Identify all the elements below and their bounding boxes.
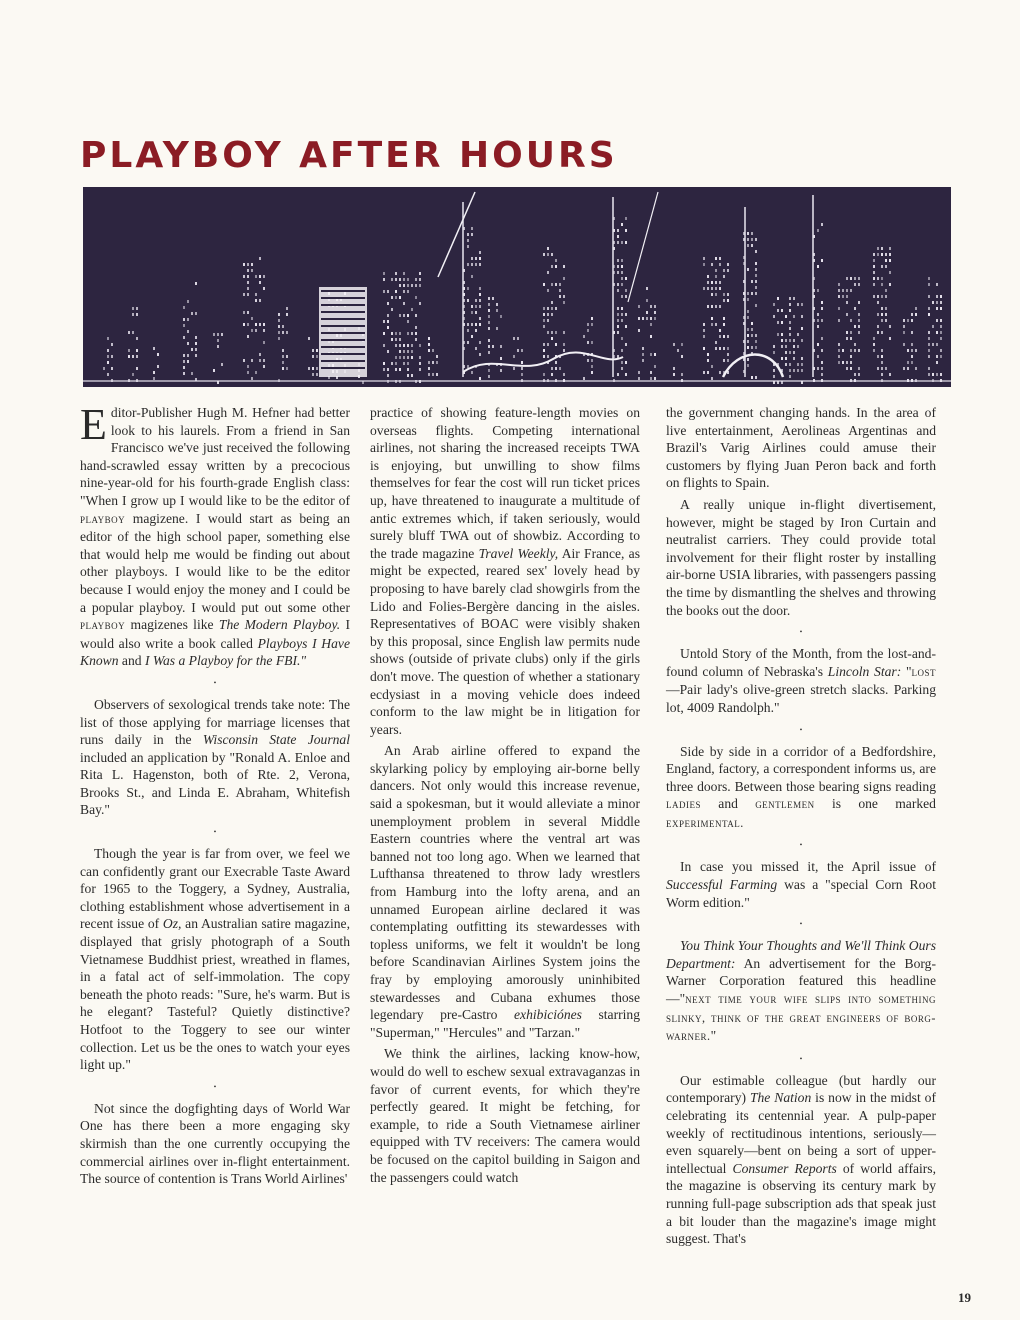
drop-cap: E	[80, 400, 107, 449]
paragraph-execrable-taste: Though the year is far from over, we feel we can confidently grant our Execrable Taste Award for 1965 to the Toggery, a Sydney, Australia, clothing establishment whose advertisement in a recent issue of Oz, an Australian satire magazine, displayed that grisly photograph of a South Vietnamese Buddhist priest, wreathed in flames, in a fatal act of self-immolation. The copy beneath the photo reads: "Sure, he's warm. But is he elegant? Tasteful? Quietly distinctive? Hotfoot to the Toggery to see our winter collection. Let us be the ones to watch your eyes light up."	[80, 846, 350, 1073]
separator-bullet: •	[213, 828, 217, 837]
paragraph-government-changing: the government changing hands. In the area of live entertainment, Aerolineas Argentinas and Brazil's Varig Airlines could amuse their customers by flying Juan Peron back and forth on flights to Spain.	[666, 405, 936, 491]
article-column-1	[80, 400, 350, 1188]
separator-bullet: •	[799, 628, 803, 637]
page-title: PLAYBOY AFTER HOURS	[80, 135, 618, 176]
paragraph-three-doors: Side by side in a corridor of a Bedfordshire, England, factory, a correspondent informs us, are three doors. Between those bearing signs reading ladies and gentlemen is one marked experimental.	[666, 743, 936, 830]
paragraph-sky-skirmish: Not since the dogfighting days of World War One has there been a more engaging sky skirmish than the one currently occupying the commercial airlines over in-flight entertainment. The source of contention is Trans World Airlines'	[80, 1100, 350, 1187]
paragraph-untold-story: Untold Story of the Month, from the lost-and-found column of Nebraska's Lincoln Star: "lost—Pair lady's olive-green stretch slacks. Parking lot, 4009 Randolph."	[666, 646, 937, 715]
page-number: 19	[958, 1290, 971, 1305]
paragraph-marriage-licenses: Observers of sexological trends take note: The list of those applying for marriage licenses that runs daily in the Wisconsin State Journal included an application by "Ronald A. Enloe and Rita L. Hagenston, both of Rte. 2, Verona, Brooks St., and Linda E. Abraham, Whitefish Bay."	[80, 696, 350, 818]
separator-bullet: •	[213, 678, 217, 687]
paragraph-corn-root-worm: In case you missed it, the April issue of Successful Farming was a "special Corn Root Worm edition."	[666, 859, 936, 910]
paragraph-iron-curtain: A really unique in-flight divertisement, however, might be staged by Iron Curtain and neutralist carriers. They could provide total involvement for their flight roster by installing air-borne USIA libraries, with passengers passing the time by dismantling the shelves and throwing the books out the door.	[666, 496, 936, 618]
article-column-3	[666, 404, 936, 1248]
separator-bullet: •	[799, 1054, 803, 1063]
paragraph-arab-airline: An Arab airline offered to expand the skylarking policy by employing air-borne belly dancers. Not only would this increase revenue, said a spokesman, but it would alleviate a minor unemployment problem in several Middle Eastern countries where the ventral art was banned not too long ago. When we learned that Lufthansa threatened to throw lady wrestlers from Hamburg into the lofty arena, and an unnamed European airline declared it was contemplating outfitting its stewardesses with topless uniforms, we felt it wouldn't be long before Scandinavian Airlines System joins the fray by employing amorously uninhibited stewardesses and Cubana exhumes those legendary pre-Castro exhibiciónes starring "Superman," "Hercules" and "Tarzan."	[370, 743, 640, 1040]
paragraph-current-events: We think the airlines, lacking know-how, would do well to eschew sexual extravaganzas in favor of current events, for which they're perfectly geared. It might be fetching, for example, to ride a South Vietnamese airliner equipped with TV receivers: The camera would be focused on the capitol building in Saigon and the passengers could watch	[370, 1046, 640, 1185]
paragraph-the-nation: Our estimable colleague (but hardly our contemporary) The Nation is now in the midst of celebrating its centennial year. A pulp-paper weekly of rectitudinous intentions, seriously—even squarely—bent on being a sort of upper-intellectual Consumer Reports of world affairs, the magazine is observing its century mark by running full-page subscription ads that speak just a bit louder than the magazine's image might suggest. That's	[666, 1072, 936, 1247]
paragraph-borg-warner: You Think Your Thoughts and We'll Think Ours Department: An advertisement for the Borg-Warner Corporation featured this headline—"next time your wife slips into something slinky, think of the great engineers of borg-warner."	[666, 938, 936, 1044]
separator-bullet: •	[799, 920, 803, 929]
separator-bullet: •	[799, 841, 803, 850]
article-column-2	[370, 404, 640, 1186]
skyline-illustration	[83, 187, 951, 387]
paragraph-airline-films: practice of showing feature-length movies on overseas flights. Competing international airlines, not sharing the increased receipts TWA is enjoying, but unwilling to show films themselves for fear the cost will run ticket prices up, have threatened to inaugurate a multitude of antic extremes which, if taken seriously, would surely bluff TWA out of showbiz. According to the trade magazine Travel Weekly, Air France, as might be expected, reared sex' lovely head by proposing to have barely clad showgirls from the Lido and Folies-Bergère dancing in the aisles. Representatives of BOAC were visibly shaken by this proposal, since English law permits nude shows (outside of private clubs) only if the girls don't move. The question of whether a stationary ecdysiast in a moving vehicle does indeed conform to the law might be in litigation for years.	[370, 405, 640, 737]
separator-bullet: •	[213, 1082, 217, 1091]
separator-bullet: •	[799, 725, 803, 734]
paragraph-editor-essay: Editor-Publisher Hugh M. Hefner had better look to his laurels. From a friend in San Francisco we've just received the following hand-scrawled essay written by a precocious nine-year-old for his fourth-grade English class: "When I grow up I would like to be the editor of playboy magizene. I would start as being an editor of the high school paper, something else that would help me would be finding out about other playboys. I would like to be the editor because I would enjoy the money and I could be a popular playboy. I would put out some other playboy magizenes like The Modern Playboy. I would also write a book called Playboys I Have Known and I Was a Playboy for the FBI."	[80, 400, 350, 669]
